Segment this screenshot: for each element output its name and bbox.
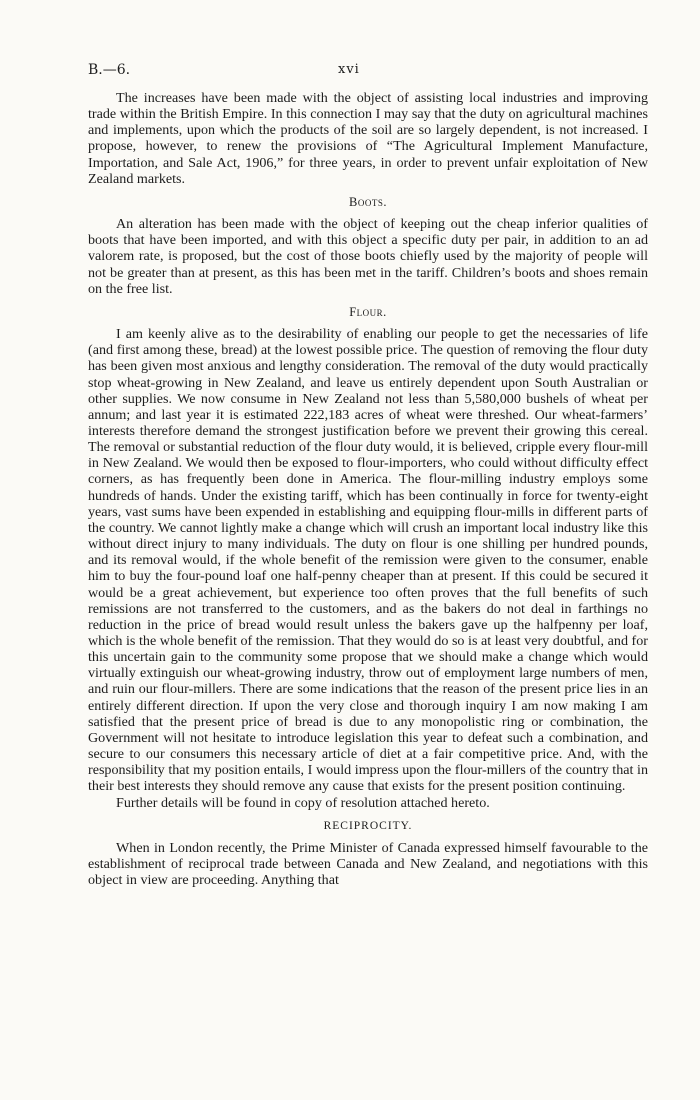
heading-boots: Boots. [349, 194, 387, 209]
heading-reciprocity: RECIPROCITY. [323, 819, 413, 832]
page-header [88, 62, 648, 90]
document-body [88, 90, 648, 888]
paragraph-flour: I am keenly alive as to the desirability of enabling our people to get the necessaries of life (and first among these, bread) at the lowest possible price. The question of removing the flour duty has been given most anxious and lengthy consideration. The removal of the duty would practically stop wheat-growing in New Zealand, and leave us entirely dependent upon South Australian or other supplies. We now consume in New Zealand not less than 5,580,000 bushels of wheat per annum; and last year it is estimated 222,183 acres of wheat were threshed. Our wheat-farmers’ interests therefore demand the strongest justification before we prevent their growing this cereal. The removal or substantial reduction of the flour duty would, it is believed, cripple every flour-mill in New Zealand. We would then be exposed to flour-importers, who could without difficulty effect corners, as has frequently been done in America. The flour-milling industry employs some hundreds of hands. Under the existing tariff, which has been continually in force for twenty-eight years, vast sums have been expended in establishing and equipping flour-mills in different parts of the country. We cannot lightly make a change which will crush an important local industry like this without direct injury to many individuals. The duty on flour is one shilling per hundred pounds, and its removal would, if the whole benefit of the remission were given to the consumer, enable him to buy the four-pound loaf one half-penny cheaper than at present. If this could be secured it would be a great achievement, but experience too often proves that the full benefits of such remissions are not transferred to the customers, and as the bakers do not deal in farthings no reduction in the price of bread would result unless the bakers gave up the halfpenny per loaf, which is the whole benefit of the remission. That they would do so is at least very doubtful, and for this uncertain gain to the community some propose that we should make a change which would virtually extinguish our wheat-growing industry, throw out of employment large numbers of men, and ruin our flour-millers. There are some indications that the reason of the present price lies in an entirely different direction. If upon the very close and thorough inquiry I am now making I am satisfied that the present price of bread is due to any monopolistic ring or combination, the Government will not hesitate to introduce legislation this year to defeat such a combination, and secure to our consumers this necessary article of diet at a fair competitive price. And, with the responsibility that my position entails, I would impress upon the flour-millers of the country that in their best interests they should remove any cause that exists for the present position continuing. [88, 326, 648, 795]
paragraph-reciprocity: When in London recently, the Prime Minister of Canada expressed himself favourable to the establishment of reciprocal trade between Canada and New Zealand, and negotiations with this object in view are proceeding. Anything that [88, 839, 648, 889]
document-reference: B.—6. [88, 62, 131, 78]
page-number: xvi [338, 62, 360, 77]
paragraph-intro: The increases have been made with the object of assisting local industries and improving trade within the British Empire. In this connection I may say that the duty on agricultural machines and implements, upon which the products of the soil are so largely dependent, is not increased. I propose, however, to renew the provisions of “The Agricultural Implement Manufacture, Importation, and Sale Act, 1906,” for three years, in order to prevent unfair exploitation of New Zealand markets. [88, 90, 648, 187]
paragraph-boots: An alteration has been made with the object of keeping out the cheap inferior qualities of boots that have been imported, and with this object a specific duty per pair, in addition to an ad valorem rate, is proposed, but the cost of those boots chiefly used by the majority of people will not be greater than at present, as this has been met in the tariff. Children’s boots and shoes remain on the free list. [88, 216, 648, 297]
heading-flour: Flour. [349, 304, 387, 319]
paragraph-further-details: Further details will be found in copy of resolution attached hereto. [116, 794, 490, 811]
